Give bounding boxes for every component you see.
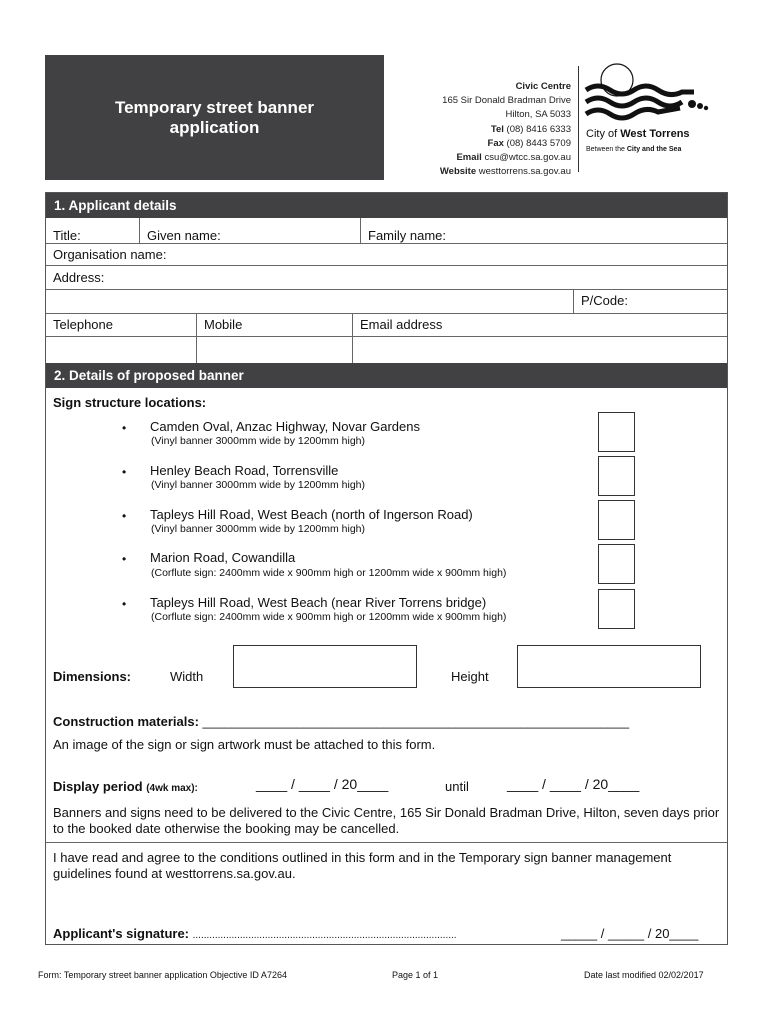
section2-heading: 2. Details of proposed banner bbox=[46, 363, 727, 388]
contact-email-label: Email bbox=[456, 152, 482, 164]
date-to-input[interactable]: ____ / ____ / 20____ bbox=[507, 776, 640, 792]
materials-row bbox=[53, 714, 629, 729]
location-checkbox[interactable] bbox=[598, 544, 635, 584]
locations-label: Sign structure locations: bbox=[53, 395, 207, 410]
section1-heading: 1. Applicant details bbox=[46, 193, 727, 218]
mobile-field[interactable] bbox=[352, 313, 353, 363]
location-checkbox[interactable] bbox=[598, 456, 635, 496]
dimensions-label: Dimensions: bbox=[53, 669, 132, 684]
date-from-input[interactable]: ____ / ____ / 20____ bbox=[256, 776, 389, 792]
delivery-note: Banners and signs need to be delivered to the Civic Centre, 165 Sir Donald Bradman Drive, Hilton, seven days prior to the booked date otherwise the booking may be cancelled. bbox=[53, 805, 720, 836]
height-input[interactable] bbox=[517, 645, 701, 688]
contact-fax: (08) 8443 5709 bbox=[506, 137, 571, 149]
location-spec: (Vinyl banner 3000mm wide by 1200mm high) bbox=[151, 435, 365, 447]
materials-label: Construction materials: bbox=[53, 714, 199, 729]
location-checkbox[interactable] bbox=[598, 589, 635, 629]
mobile-label: Mobile bbox=[204, 317, 243, 332]
footer-form-id: Form: Temporary street banner application Objective ID A7264 bbox=[38, 970, 287, 980]
contact-website: westtorrens.sa.gov.au bbox=[478, 166, 571, 178]
contact-centre: Civic Centre bbox=[515, 81, 571, 92]
location-checkbox[interactable] bbox=[598, 412, 635, 452]
given-name-field[interactable] bbox=[360, 218, 361, 243]
location-spec: (Corflute sign: 2400mm wide x 900mm high or 1200mm wide x 900mm high) bbox=[151, 567, 507, 579]
contact-tel-label: Tel bbox=[490, 123, 504, 135]
until-label: until bbox=[445, 779, 469, 794]
logo-name: City of West Torrens bbox=[586, 128, 690, 140]
contact-address1: 165 Sir Donald Bradman Drive bbox=[442, 95, 571, 107]
footer-page: Page 1 of 1 bbox=[392, 970, 439, 980]
family-name-label: Family name: bbox=[368, 228, 447, 243]
application-form bbox=[45, 192, 728, 945]
contact-fax-label: Fax bbox=[487, 137, 504, 149]
location-spec: (Corflute sign: 2400mm wide x 900mm high or 1200mm wide x 900mm high) bbox=[151, 611, 507, 623]
form-title-line1: Temporary street banner bbox=[114, 97, 315, 117]
organisation-label: Organisation name: bbox=[53, 247, 167, 262]
title-label: Title: bbox=[53, 228, 81, 243]
bullet: • bbox=[122, 421, 127, 435]
contact-block bbox=[405, 80, 571, 179]
display-period-label: Display period bbox=[53, 779, 143, 794]
contact-address2: Hilton, SA 5033 bbox=[505, 109, 571, 121]
location-name: Henley Beach Road, Torrensville bbox=[150, 463, 339, 478]
council-logo-icon bbox=[584, 62, 719, 137]
address-field[interactable] bbox=[46, 289, 727, 290]
divider bbox=[46, 842, 727, 843]
height-label: Height bbox=[451, 669, 489, 684]
form-title-box bbox=[45, 55, 384, 180]
location-spec: (Vinyl banner 3000mm wide by 1200mm high) bbox=[151, 523, 365, 535]
bullet: • bbox=[122, 552, 127, 566]
email-label: Email address bbox=[360, 317, 443, 332]
logo-tagline: Between the City and the Sea bbox=[586, 146, 682, 153]
width-input[interactable] bbox=[233, 645, 417, 688]
location-name: Camden Oval, Anzac Highway, Novar Gardens bbox=[150, 419, 420, 434]
given-name-label: Given name: bbox=[147, 228, 221, 243]
address-label: Address: bbox=[53, 270, 105, 285]
telephone-label: Telephone bbox=[53, 317, 113, 332]
display-period-note: (4wk max): bbox=[146, 783, 198, 794]
width-label: Width bbox=[170, 669, 204, 684]
bullet: • bbox=[122, 465, 127, 479]
footer-modified: Date last modified 02/02/2017 bbox=[584, 970, 704, 980]
telephone-field[interactable] bbox=[196, 313, 197, 363]
contact-tel: (08) 8416 6333 bbox=[506, 123, 571, 135]
title-field[interactable] bbox=[139, 218, 140, 243]
signature-label: Applicant's signature: bbox=[53, 926, 189, 941]
signature-row bbox=[53, 926, 457, 941]
location-name: Tapleys Hill Road, West Beach (north of Ingerson Road) bbox=[150, 507, 473, 522]
signature-input[interactable]: ............................................................................................... bbox=[192, 930, 457, 941]
form-title-line2: application bbox=[169, 117, 260, 137]
bullet: • bbox=[122, 509, 127, 523]
agreement-text: I have read and agree to the conditions outlined in this form and in the Temporary sign banner management guidelines found at westtorrens.sa.gov.au. bbox=[53, 850, 672, 881]
organisation-field[interactable] bbox=[46, 265, 727, 266]
display-period-row bbox=[53, 779, 198, 794]
postcode-label: P/Code: bbox=[581, 293, 628, 308]
materials-input[interactable]: ___________________________________________________________ bbox=[202, 714, 630, 729]
email-field[interactable] bbox=[46, 336, 727, 337]
location-spec: (Vinyl banner 3000mm wide by 1200mm high) bbox=[151, 479, 365, 491]
divider bbox=[46, 243, 727, 244]
contact-website-label: Website bbox=[439, 166, 477, 178]
bullet: • bbox=[122, 597, 127, 611]
location-name: Tapleys Hill Road, West Beach (near River Torrens bridge) bbox=[150, 595, 487, 610]
image-note: An image of the sign or sign artwork must be attached to this form. bbox=[53, 737, 436, 752]
location-checkbox[interactable] bbox=[598, 500, 635, 540]
postcode-divider bbox=[573, 289, 574, 313]
signature-date-input[interactable]: _____ / _____ / 20____ bbox=[561, 926, 699, 941]
contact-email: csu@wtcc.sa.gov.au bbox=[484, 152, 571, 164]
logo-divider bbox=[578, 66, 579, 172]
location-name: Marion Road, Cowandilla bbox=[150, 550, 296, 565]
divider bbox=[46, 313, 727, 314]
